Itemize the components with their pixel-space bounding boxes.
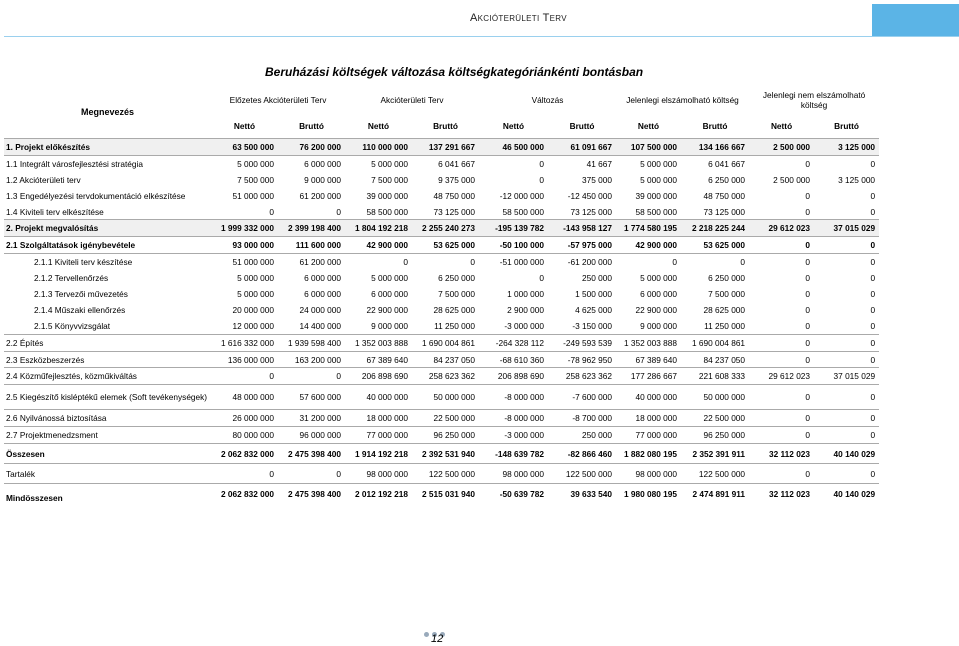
cell-value: 137 291 667 [412,139,479,156]
cell-value: 12 000 000 [232,320,274,331]
cell-value: 42 900 000 [345,237,412,254]
cell-value: 28 625 000 [703,304,746,315]
cell-value: 84 237 050 [681,351,749,368]
cell-value: 163 200 000 [278,351,345,368]
cell-value: 41 667 [548,155,616,171]
cell-value: 7 500 000 [708,288,746,299]
cell-value: 0 [539,174,545,185]
cell-value: 73 125 000 [433,206,476,217]
cell-value: 4 625 000 [575,304,613,315]
cell-value: 6 000 000 [278,155,345,171]
cell-value: 61 200 000 [278,254,345,270]
cell-value: 107 500 000 [616,139,681,156]
cell-value: -7 600 000 [548,385,616,410]
row-label: 2.6 Nyilvánossá biztosítása [4,410,211,427]
cell-value: 22 500 000 [412,410,479,427]
cell-value: 96 250 000 [412,427,479,444]
cell-value: 2 255 240 273 [412,220,479,237]
cell-value: 1 980 080 195 [616,484,681,504]
row-label: 1.3 Engedélyezési tervdokumentáció elkészítése [6,190,186,201]
cell-value: 0 [345,254,412,270]
row-label: Mindösszesen [4,484,211,504]
sub-header: Nettó [345,114,412,139]
cell-value: 51 000 000 [232,190,274,201]
row-label: 2.4 Közműfejlesztés, közműkiváltás [4,368,211,385]
cell-value: 39 633 540 [548,484,616,504]
cell-value: 48 750 000 [703,190,746,201]
cell-value: -8 000 000 [479,410,548,427]
cell-value: 2 474 891 911 [681,484,749,504]
cell-value: 1 804 192 218 [345,220,412,237]
cell-value: 0 [870,273,876,284]
group-header: Változás [531,95,564,105]
cell-value: 1 352 003 888 [616,334,681,351]
cell-value: -249 593 539 [548,334,616,351]
cell-value: 1 914 192 218 [345,444,412,464]
row-label: 1. Projekt előkészítés [4,139,211,156]
sub-header: Bruttó [412,114,479,139]
cell-value: 6 000 000 [304,288,342,299]
cell-value: 29 612 023 [749,368,814,385]
row-label: Összesen [4,444,211,464]
sub-header: Bruttó [278,114,345,139]
cell-value: 24 000 000 [299,304,342,315]
cell-value: 22 900 000 [635,304,678,315]
cell-value: 11 250 000 [704,320,746,331]
cell-value: 93 000 000 [211,237,278,254]
header-rule [4,36,959,37]
cell-value: 0 [814,334,879,351]
cell-value: 258 623 362 [412,368,479,385]
cell-value: 6 000 000 [304,273,342,284]
cell-value: 22 500 000 [681,410,749,427]
cell-value: 58 500 000 [502,206,545,217]
table-row [4,484,879,504]
row-label: 2.5 Kiegészítő kisléptékű elemek (Soft tevékenységek) [4,385,211,410]
cell-value: 2 392 531 940 [412,444,479,464]
cell-value: -51 000 000 [479,254,548,270]
cell-value: -50 100 000 [479,237,548,254]
table-row [4,139,879,156]
cell-value: 48 750 000 [433,190,476,201]
cell-value: 50 000 000 [681,385,749,410]
cell-value: 0 [616,254,681,270]
cell-value: 0 [749,351,814,368]
row-label: 2.1 Szolgáltatások igénybevétele [4,237,211,254]
cell-value: 18 000 000 [616,410,681,427]
row-label: 2.1.4 Műszaki ellenőrzés [34,304,126,315]
cell-value: 0 [749,385,814,410]
cell-value: 0 [539,273,545,284]
cell-value: 63 500 000 [211,139,278,156]
cell-value: 0 [278,368,345,385]
cell-value: 0 [814,155,879,171]
row-label: 1.2 Akcióterületi terv [6,174,81,185]
sub-header: Nettó [749,114,814,139]
cell-value: 3 125 000 [838,174,876,185]
cell-value: -143 958 127 [548,220,616,237]
cell-value: 9 000 000 [640,320,678,331]
cell-value: 67 389 640 [345,351,412,368]
cell-value: 2 399 198 400 [278,220,345,237]
table-row [4,204,879,220]
cell-value: 46 500 000 [479,139,548,156]
cell-value: 1 616 332 000 [211,334,278,351]
page-number: 12 [431,633,444,645]
cell-value: 122 500 000 [548,464,616,484]
cell-value: 0 [870,190,876,201]
table-row [4,351,879,368]
cell-value: 1 500 000 [575,288,613,299]
cell-value: 0 [749,464,814,484]
cell-value: 98 000 000 [345,464,412,484]
cell-value: 0 [805,190,811,201]
cell-value: 6 041 667 [681,155,749,171]
table-row [4,220,879,237]
cell-value: 0 [814,351,879,368]
cell-value: 98 000 000 [479,464,548,484]
cell-value: 177 286 667 [616,368,681,385]
cell-value: 1 690 004 861 [412,334,479,351]
group-header: Jelenlegi nem elszámolható költség [762,90,866,110]
cell-value: -61 200 000 [548,254,616,270]
sub-header: Nettó [479,114,548,139]
cell-value: 5 000 000 [371,273,409,284]
cell-value: 0 [749,254,814,270]
table-row [4,464,879,484]
cell-value: 1 352 003 888 [345,334,412,351]
cell-value: 84 237 050 [412,351,479,368]
cell-value: 6 250 000 [708,174,746,185]
cell-value: 0 [681,254,749,270]
cell-value: 7 500 000 [237,174,274,185]
cell-value: 7 500 000 [371,174,409,185]
cell-value: 6 250 000 [438,273,476,284]
cell-value: -12 450 000 [567,190,613,201]
cell-value: 58 500 000 [366,206,409,217]
cell-value: 0 [336,206,342,217]
cell-value: 0 [749,155,814,171]
cell-value: -3 000 000 [479,427,548,444]
cell-value: 11 250 000 [434,320,476,331]
cell-value: 0 [412,254,479,270]
cell-value: 5 000 000 [616,155,681,171]
header-accent-bar [872,4,959,36]
cell-value: 2 475 398 400 [278,444,345,464]
cell-value: 57 600 000 [278,385,345,410]
cell-value: 37 015 029 [814,368,879,385]
cell-value: -78 962 950 [548,351,616,368]
group-header: Előzetes Akcióterületi Terv [229,95,327,105]
cell-value: -3 150 000 [572,320,613,331]
row-label: 2.1.2 Tervellenőrzés [34,273,109,284]
cell-value: 40 140 029 [814,444,879,464]
cell-value: 5 000 000 [211,155,278,171]
row-label: 2.2 Építés [4,334,211,351]
cell-value: 42 900 000 [616,237,681,254]
cell-value: 2 012 192 218 [345,484,412,504]
cell-value: 111 600 000 [278,237,345,254]
cell-value: 6 041 667 [412,155,479,171]
cell-value: 14 400 000 [299,320,342,331]
table-row [4,155,879,171]
cell-value: 0 [870,206,876,217]
cell-value: 1 882 080 195 [616,444,681,464]
cell-value: 0 [805,273,811,284]
cell-value: 2 352 391 911 [681,444,749,464]
cell-value: 0 [479,155,548,171]
cell-value: 0 [814,254,879,270]
cell-value: 134 166 667 [681,139,749,156]
page-title: Beruházási költségek változása költségkategóriánkénti bontásban [265,65,644,79]
cell-value: 6 250 000 [708,273,746,284]
cell-value: 0 [269,206,274,217]
cell-value: 76 200 000 [278,139,345,156]
cell-value: -68 610 360 [479,351,548,368]
cell-value: 0 [749,410,814,427]
cell-value: 77 000 000 [345,427,412,444]
row-label: 2.7 Projektmenedzsment [4,427,211,444]
table-row [4,172,879,188]
cell-value: 40 000 000 [616,385,681,410]
cell-value: 2 475 398 400 [278,484,345,504]
cell-value: 0 [814,464,879,484]
cell-value: 48 000 000 [211,385,278,410]
cell-value: 39 000 000 [366,190,409,201]
cell-value: 40 000 000 [345,385,412,410]
name-header: Megnevezés [4,86,211,139]
table-row [4,444,879,464]
cell-value: 221 608 333 [681,368,749,385]
cell-value: 61 091 667 [548,139,616,156]
cell-value: 5 000 000 [237,288,274,299]
cell-value: 0 [805,288,811,299]
sub-header: Bruttó [814,114,879,139]
cell-value: 0 [870,304,876,315]
row-label: 1.4 Kiviteli terv elkészítése [6,206,104,217]
cell-value: 2 062 832 000 [211,444,278,464]
sub-header: Nettó [211,114,278,139]
cell-value: 9 000 000 [371,320,409,331]
cell-value: -3 000 000 [504,320,545,331]
table-row [4,334,879,351]
cell-value: 7 500 000 [438,288,476,299]
cell-value: 32 112 023 [749,444,814,464]
cell-value: 28 625 000 [433,304,476,315]
table-row [4,270,879,286]
cell-value: 73 125 000 [703,206,746,217]
table-row [4,410,879,427]
cell-value: 51 000 000 [211,254,278,270]
row-label: 2.1.5 Könyvvizsgálat [34,320,111,331]
cell-value: 0 [211,464,278,484]
cell-value: 0 [278,464,345,484]
cell-value: 0 [749,237,814,254]
cell-value: 0 [749,427,814,444]
sub-header: Bruttó [548,114,616,139]
table-header-groups [4,86,879,114]
sub-header: Nettó [616,114,681,139]
cell-value: 1 774 580 195 [616,220,681,237]
cell-value: 0 [805,304,811,315]
cell-value: 122 500 000 [412,464,479,484]
cell-value: 9 000 000 [304,174,342,185]
cell-value: 39 000 000 [635,190,678,201]
cell-value: 1 939 598 400 [278,334,345,351]
cell-value: 80 000 000 [211,427,278,444]
cell-value: 9 375 000 [438,174,476,185]
cell-value: 5 000 000 [640,174,678,185]
cell-value: 5 000 000 [237,273,274,284]
cell-value: 20 000 000 [232,304,274,315]
cell-value: -8 000 000 [479,385,548,410]
cell-value: 77 000 000 [616,427,681,444]
table-row [4,368,879,385]
cell-value: 50 000 000 [412,385,479,410]
row-label: 2.3 Eszközbeszerzés [4,351,211,368]
cell-value: -148 639 782 [479,444,548,464]
row-label: 2.1.3 Tervezői művezetés [34,288,128,299]
cell-value: 110 000 000 [345,139,412,156]
cell-value: 96 000 000 [278,427,345,444]
cell-value: 5 000 000 [640,273,678,284]
cell-value: 258 623 362 [548,368,616,385]
cell-value: 53 625 000 [681,237,749,254]
cell-value: 2 515 031 940 [412,484,479,504]
cell-value: 0 [805,206,811,217]
table-row [4,427,879,444]
cell-value: -12 000 000 [499,190,545,201]
cell-value: 0 [805,320,811,331]
cell-value: 61 200 000 [299,190,342,201]
table-row [4,318,879,334]
running-header: Akcióterületi Terv [470,12,567,24]
table-row [4,286,879,302]
cell-value: 250 000 [582,273,613,284]
cell-value: 73 125 000 [570,206,613,217]
row-label: 1.1 Integrált városfejlesztési stratégia [4,155,211,171]
cell-value: 0 [814,427,879,444]
cell-value: 6 000 000 [371,288,409,299]
row-label: Tartalék [4,464,211,484]
cell-value: 31 200 000 [278,410,345,427]
cell-value: 0 [870,288,876,299]
cell-value: 375 000 [582,174,613,185]
cell-value: 2 218 225 244 [681,220,749,237]
cost-table [4,86,879,503]
row-label: 2. Projekt megvalósítás [4,220,211,237]
cell-value: 5 000 000 [345,155,412,171]
cell-value: 206 898 690 [479,368,548,385]
cell-value: 53 625 000 [412,237,479,254]
cell-value: 37 015 029 [814,220,879,237]
sub-header: Bruttó [681,114,749,139]
cell-value: 2 062 832 000 [211,484,278,504]
table-row [4,385,879,410]
cell-value: 1 999 332 000 [211,220,278,237]
cell-value: 136 000 000 [211,351,278,368]
cell-value: -195 139 782 [479,220,548,237]
cell-value: 58 500 000 [635,206,678,217]
cell-value: 0 [814,385,879,410]
cell-value: 98 000 000 [616,464,681,484]
cell-value: 0 [814,237,879,254]
cell-value: 3 125 000 [814,139,879,156]
cell-value: 0 [211,368,278,385]
cell-value: 206 898 690 [345,368,412,385]
group-header: Jelenlegi elszámolható költség [626,95,739,105]
cell-value: 32 112 023 [749,484,814,504]
cell-value: 122 500 000 [681,464,749,484]
cell-value: 250 000 [548,427,616,444]
cell-value: 2 500 000 [749,139,814,156]
cell-value: 18 000 000 [345,410,412,427]
cell-value: 2 900 000 [507,304,545,315]
cell-value: 0 [749,334,814,351]
cell-value: 22 900 000 [366,304,409,315]
cell-value: -50 639 782 [479,484,548,504]
cell-value: 6 000 000 [640,288,678,299]
cell-value: -264 328 112 [479,334,548,351]
cell-value: -8 700 000 [548,410,616,427]
cell-value: 0 [870,320,876,331]
cell-value: 0 [814,410,879,427]
row-label: 2.1.1 Kiviteli terv készítése [4,254,211,270]
group-header: Akcióterületi Terv [380,95,444,105]
cell-value: 40 140 029 [814,484,879,504]
cell-value: 2 500 000 [773,174,811,185]
cell-value: 96 250 000 [681,427,749,444]
cell-value: 29 612 023 [749,220,814,237]
cell-value: 1 000 000 [507,288,545,299]
cell-value: -57 975 000 [548,237,616,254]
table-row [4,302,879,318]
table-row [4,188,879,204]
cell-value: 26 000 000 [211,410,278,427]
cell-value: 1 690 004 861 [681,334,749,351]
table-row [4,254,879,270]
table-body [4,139,879,504]
table-row [4,237,879,254]
cell-value: 67 389 640 [616,351,681,368]
cell-value: -82 866 460 [548,444,616,464]
